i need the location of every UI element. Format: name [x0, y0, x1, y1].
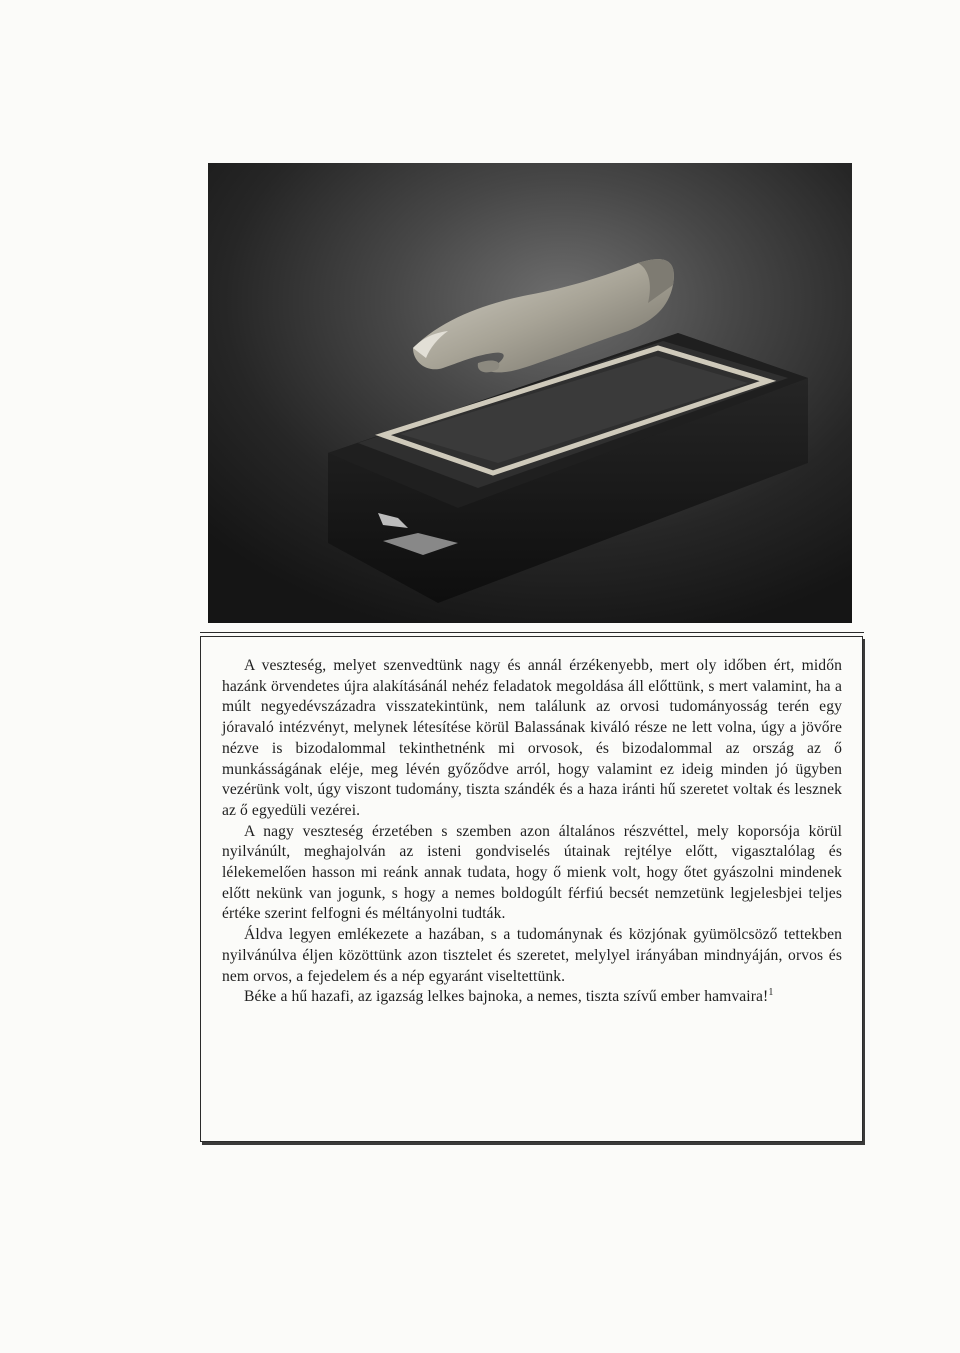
hand-on-casket-photo	[208, 163, 852, 623]
paragraph-2: A nagy veszteség érzetében s szemben azon általános részvéttel, mely koporsója körül nyilvánúlt, meghajolván az isteni gondviselés útainak rejtélye előtt, vigasztalólag és lélekemelően hasson mi reánk annak tudata, hogy ő mienk volt, hogy őtet gyászolni mindenek előtt nekünk van jogunk, s hogy a nemes boldogúlt férfiú becsét nemzetünk legjelesbjei teljes értéke szerint felfogni és méltányolni tudták.	[222, 822, 842, 923]
paragraph-1: A veszteség, melyet szenvedtünk nagy és annál érzékenyebb, mert oly időben ért, midőn hazánk örvendetes újra alakításánál nehéz feladatok megoldása áll előttünk, s mert valamint, ha a múlt negyedévszázadra visszatekintünk, nem találunk az orvosi tudományosság terén egy jóravaló intézvényt, melynek létesítése körül Balassának kiváló része ne lett volna, úgy a jövőre nézve is bizodalommal tekinthetnénk mi orvosok, és bizodalommal az ország az ő munkásságának eléje, meg lévén győződve arról, hogy valamint ez ideig minden jó ügyben vezérünk volt, úgy viszont tudomány, tiszta szándék és a haza iránti hű szeretet voltak és lesznek az ő egyedüli vezérei.	[222, 657, 842, 819]
paragraph-3: Áldva legyen emlékezete a hazában, s a tudománynak és közjónak gyümölcsöző tettekben nyilvánúlva éljen közöttünk azon tisztelet és szeretet, melylyel irányában mindnyáján, orvos és nem orvos, a fejedelem és a nép egyaránt viseltettünk.	[222, 926, 842, 985]
paragraph-4	[222, 987, 842, 1008]
footnote-marker: 1	[768, 987, 774, 999]
photo-illustration	[208, 163, 852, 623]
body-text	[222, 656, 842, 1008]
paragraph-4-text: Béke a hű hazafi, az igazság lelkes bajnoka, a nemes, tiszta szívű ember hamvaira!	[244, 988, 769, 1006]
frame-top-rule	[200, 632, 864, 633]
